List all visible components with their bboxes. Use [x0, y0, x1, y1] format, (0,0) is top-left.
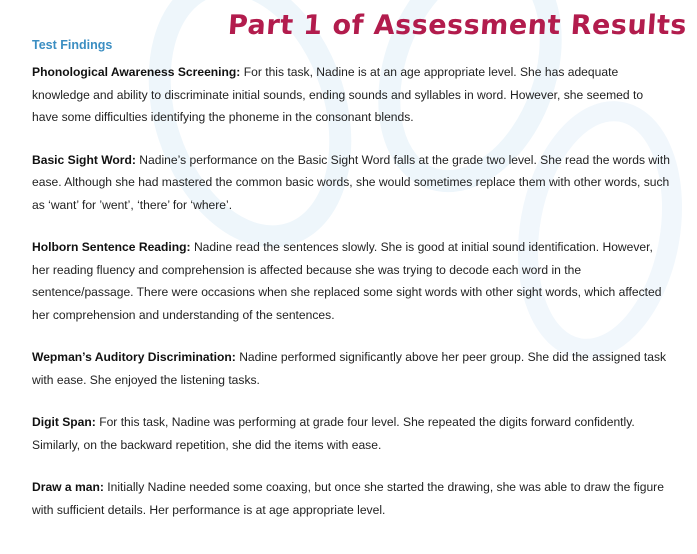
section-heading: Test Findings — [32, 38, 113, 52]
findings-list — [32, 61, 672, 541]
finding-label: Wepman’s Auditory Discrimination: — [32, 350, 236, 364]
finding-label: Holborn Sentence Reading: — [32, 240, 191, 254]
finding-label: Basic Sight Word: — [32, 152, 136, 167]
finding-draw-a-man — [32, 476, 672, 521]
finding-text: Nadine read the sentences slowly. She is good at initial sound identification. However, her reading fluency and comprehension is affected because she was trying to decode each word in the sentence/passage. There were occasions when she replaced some sight words with other sight words, which affected her comprehension and understanding of the sentences. — [32, 240, 662, 322]
finding-basic-sight-word — [32, 149, 672, 217]
finding-phonological-awareness — [32, 61, 672, 129]
finding-label: Digit Span: — [32, 415, 96, 429]
finding-wepman-auditory-discrimination — [32, 346, 672, 391]
finding-digit-span — [32, 411, 672, 456]
finding-label: Phonological Awareness Screening: — [32, 65, 241, 79]
finding-text: For this task, Nadine is at an age appropriate level. She has adequate knowledge and ability to discriminate initial sounds, ending sounds and syllables in word. However, she seemed to have some difficulties identifying the phoneme in the consonant blends. — [32, 65, 644, 124]
finding-holborn-sentence-reading — [32, 236, 672, 326]
finding-label: Draw a man: — [32, 480, 104, 494]
finding-text: Nadine’s performance on the Basic Sight Word falls at the grade two level. She read the words with ease. Although she had mastered the common basic words, she would sometimes replace them with other words, such as ‘want’ for ’went’, ‘there’ for ‘where’. — [32, 152, 670, 212]
banner-title: Part 1 of Assessment Results — [227, 10, 689, 41]
finding-text: Initially Nadine needed some coaxing, but once she started the drawing, she was able to draw the figure with sufficient details. Her performance is at age appropriate level. — [32, 480, 664, 517]
finding-text: For this task, Nadine was performing at grade four level. She repeated the digits forward confidently. Similarly, on the backward repetition, she did the items with ease. — [32, 415, 635, 452]
finding-text: Nadine performed significantly above her peer group. She did the assigned task with ease. She enjoyed the listening tasks. — [32, 350, 667, 387]
